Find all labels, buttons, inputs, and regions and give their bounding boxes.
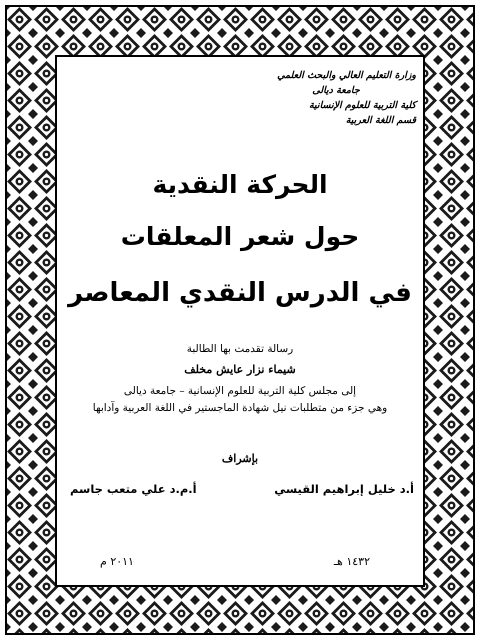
title-line-1: الحركة النقدية bbox=[152, 170, 328, 199]
council-line: إلى مجلس كلية التربية للعلوم الإنسانية – جامعة ديالى bbox=[123, 385, 357, 397]
content-area bbox=[60, 60, 420, 582]
university-name: جامعة ديالى bbox=[312, 85, 360, 96]
ministry-name: وزارة التعليم العالي والبحث العلمي bbox=[277, 70, 416, 81]
title-line-3: في الدرس النقدي المعاصر bbox=[68, 278, 412, 308]
degree-purpose: وهي جزء من متطلبات نيل شهادة الماجستير في اللغة العربية وآدابها bbox=[92, 402, 388, 414]
gregorian-date: ٢٠١١ م bbox=[100, 555, 134, 568]
supervisor-1: أ.د خليل إبراهيم القيسي bbox=[274, 482, 414, 496]
title-line-2: حول شعر المعلقات bbox=[120, 222, 360, 251]
department-name: قسم اللغة العربية bbox=[345, 115, 416, 126]
institution-block bbox=[176, 68, 416, 128]
student-name: شيماء نزار عايش مخلف bbox=[184, 363, 296, 376]
hijri-date: ١٤٣٢ هـ bbox=[333, 555, 370, 568]
college-name: كلية التربية للعلوم الإنسانية bbox=[308, 100, 416, 111]
supervision-label: بإشراف bbox=[221, 452, 259, 465]
thesis-intro: رسالة تقدمت بها الطالبة bbox=[186, 343, 294, 355]
supervisor-2: أ.م.د علي متعب جاسم bbox=[70, 482, 197, 496]
